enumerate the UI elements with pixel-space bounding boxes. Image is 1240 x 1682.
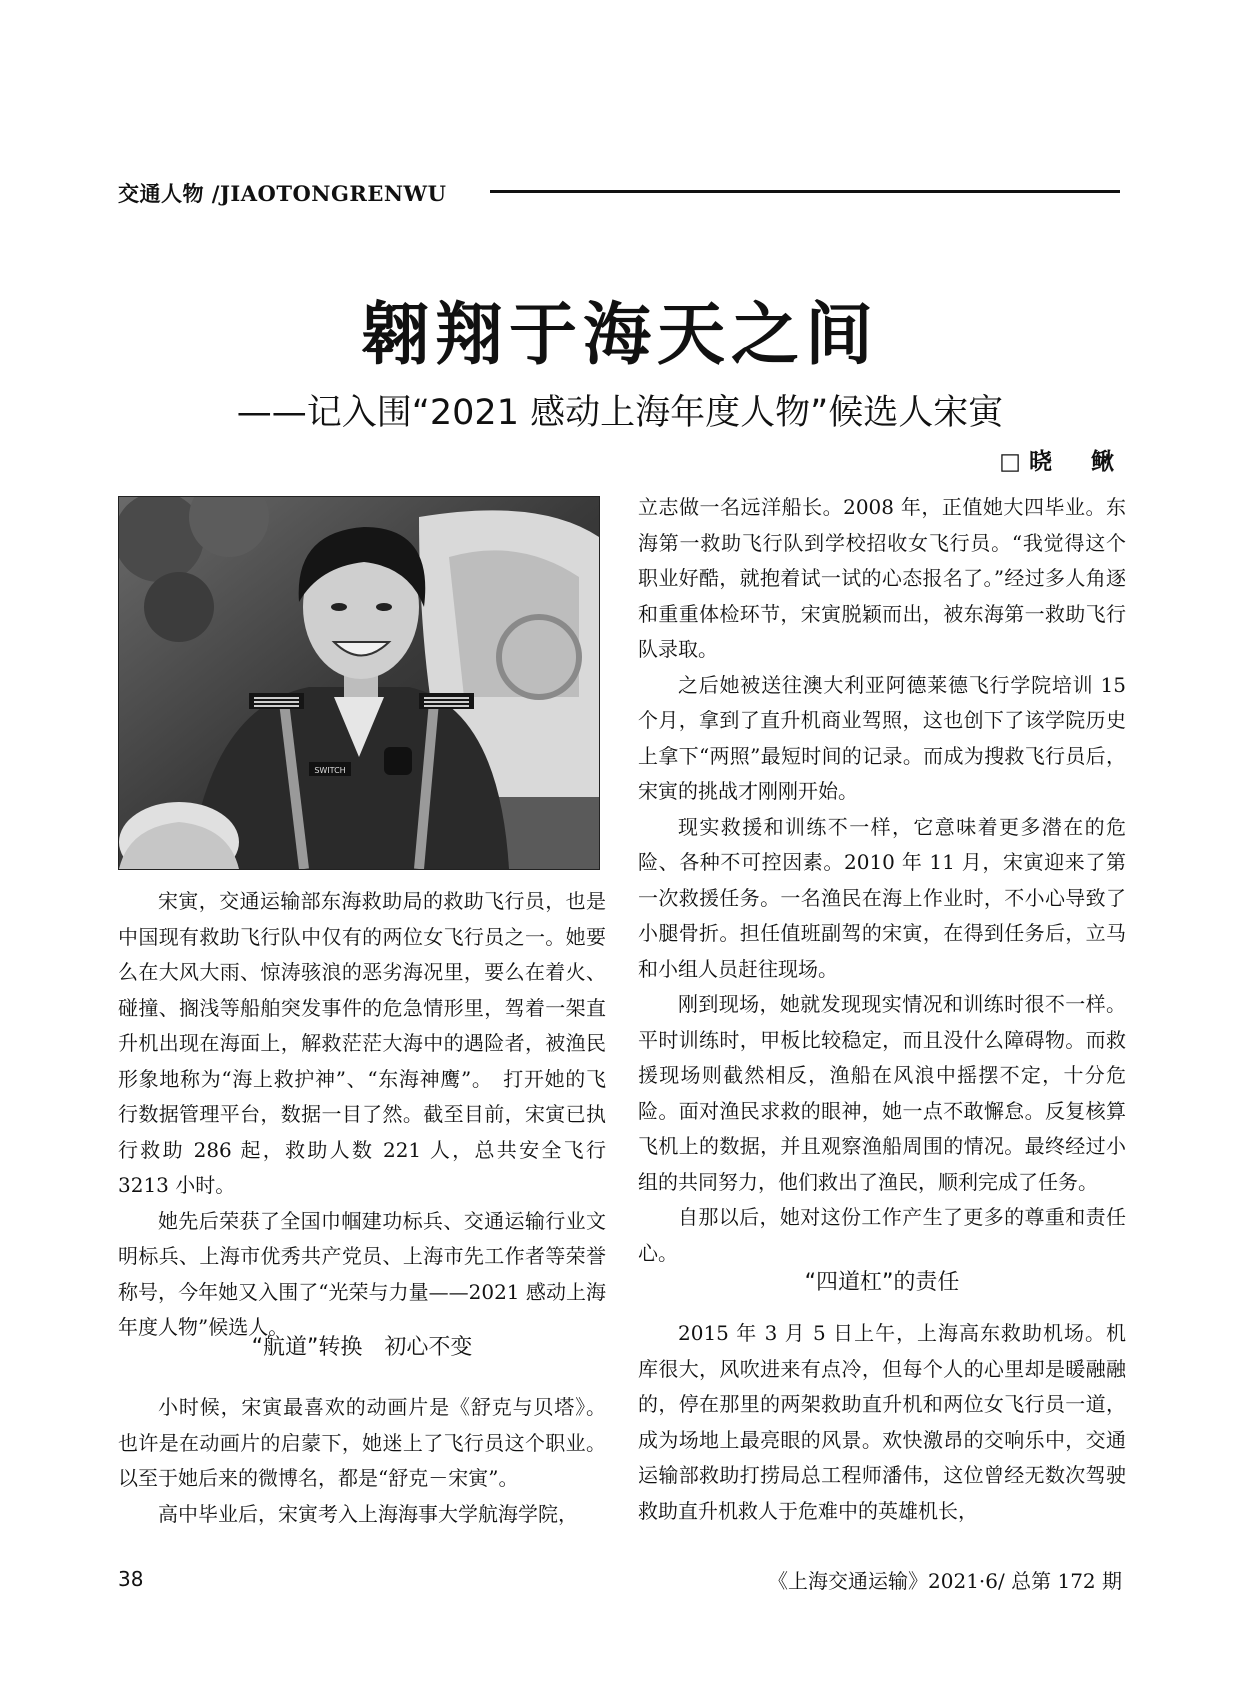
paragraph: 刚到现场，她就发现现实情况和训练时很不一样。平时训练时，甲板比较稳定，而且没什么障碍物。而救援现场则截然相反，渔船在风浪中摇摆不定，十分危险。面对渔民求救的眼神，她一点不敢懈怠。反复核算飞机上的数据，并且观察渔船周围的情况。最终经过小组的共同努力，他们救出了渔民，顺利完成了任务。 [638, 992, 1126, 1194]
paragraph: 之后她被送往澳大利亚阿德莱德飞行学院培训 15 个月，拿到了直升机商业驾照，这也创下了该学院历史上拿下“两照”最短时间的记录。而成为搜救飞行员后，宋寅的挑战才刚刚开始。 [638, 672, 1126, 803]
author-byline: □晓 鳅 [999, 449, 1122, 475]
left-column-bottom [118, 1390, 606, 1532]
right-column-top [638, 490, 1126, 1271]
section-header [118, 178, 1120, 208]
paragraph: 宋寅，交通运输部东海救助局的救助飞行员，也是中国现有救助飞行队中仅有的两位女飞行员之一。她要么在大风大雨、惊涛骇浪的恶劣海况里，要么在着火、碰撞、搁浅等船舶突发事件的危急情形里，驾着一架直升机出现在海面上，解救茫茫大海中的遇险者，被渔民形象地称为“海上救护神”、“东海神鹰”。 打开她的飞行数据管理平台，数据一目了然。截至目前，宋寅已执行救助 286 起，救助人数 221 人，总共安全飞行 3213 小时。 [118, 889, 606, 1197]
page-number: 38 [118, 1567, 144, 1591]
header-rule [490, 190, 1120, 193]
paragraph: 小时候，宋寅最喜欢的动画片是《舒克与贝塔》。也许是在动画片的启蒙下，她迷上了飞行员这个职业。以至于她后来的微博名，都是“舒克－宋寅”。 [118, 1395, 606, 1490]
section-heading: “航道”转换 初心不变 [251, 1335, 473, 1360]
section-label: 交通人物 /JIAOTONGRENWU [118, 181, 447, 206]
name-tag-text: SWITCH [314, 766, 346, 775]
article-subtitle: ——记入围“2021 感动上海年度人物”候选人宋寅 [236, 393, 1004, 433]
paragraph: 自那以后，她对这份工作产生了更多的尊重和责任心。 [638, 1205, 1126, 1265]
right-column-bottom [638, 1316, 1126, 1529]
paragraph: 现实救援和训练不一样，它意味着更多潜在的危险、各种不可控因素。2010 年 11 月，宋寅迎来了第一次救援任务。一名渔民在海上作业时，不小心导致了小腿骨折。担任值班副驾的宋寅，在得到任务后，立马和小组人员赶往现场。 [638, 814, 1126, 981]
left-column-top [118, 884, 606, 1346]
paragraph: 2015 年 3 月 5 日上午，上海高东救助机场。机库很大，风吹进来有点冷，但每个人的心里却是暖融融的，停在那里的两架救助直升机和两位女飞行员一道，成为场地上最亮眼的风景。欢快激昂的交响乐中，交通运输部救助打捞局总工程师潘伟，这位曾经无数次驾驶救助直升机救人于危难中的英雄机长， [638, 1321, 1126, 1523]
pilot-photo [118, 496, 600, 870]
paragraph: 高中毕业后，宋寅考入上海海事大学航海学院， [158, 1501, 578, 1526]
paragraph: 立志做一名远洋船长。2008 年，正值她大四毕业。东海第一救助飞行队到学校招收女飞行员。“我觉得这个职业好酷，就抱着试一试的心态报名了。”经过多人角逐和重重体检环节，宋寅脱颖而出，被东海第一救助飞行队录取。 [638, 495, 1126, 661]
article-title: 翱翔于海天之间 [360, 295, 879, 375]
issue-info: 《上海交通运输》2021·6/ 总第 172 期 [768, 1569, 1122, 1593]
paragraph: 她先后荣获了全国巾帼建功标兵、交通运输行业文明标兵、上海市优秀共产党员、上海市先工作者等荣誉称号，今年她又入围了“光荣与力量——2021 感动上海年度人物”候选人。 [118, 1208, 606, 1339]
section-heading: “四道杠”的责任 [804, 1270, 960, 1295]
